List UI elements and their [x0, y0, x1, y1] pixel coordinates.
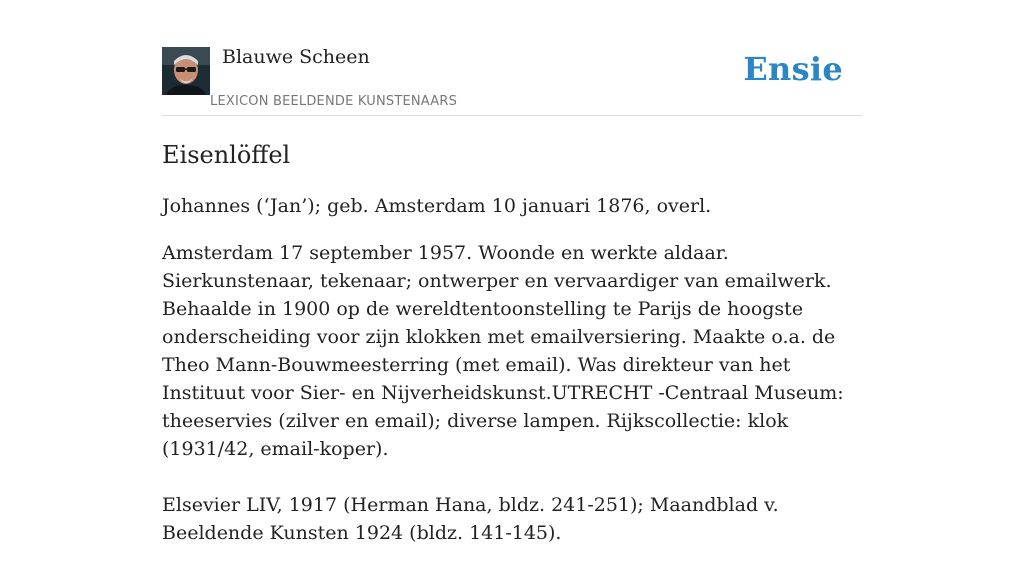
article-paragraph: Amsterdam 17 september 1957. Woonde en werkte aldaar. Sierkunstenaar, tekenaar; ontwerper en vervaardiger van emailwerk. Behaalde in 1900 op de wereldtentoonstelling te Parijs de hoogste onderscheiding voor zijn klokken met emailversiering. Maakte o.a. de Theo Mann-Bouwmeesterring (met email). Was direkteur van het Instituut voor Sier- en Nijverheidskunst.UTRECHT -Centraal Museum: theeservies (zilver en email); diverse lampen. Rijkscollectie: klok (1931/42, email-koper). [162, 242, 844, 460]
article-body [162, 239, 862, 575]
author-name[interactable]: Blauwe Scheen [222, 46, 370, 68]
avatar-image [162, 47, 210, 95]
publication-label[interactable]: LEXICON BEELDENDE KUNSTENAARS [210, 94, 458, 109]
article-title: Eisenlöffel [162, 141, 291, 169]
page-container [162, 0, 862, 544]
site-logo[interactable]: Ensie [743, 50, 843, 88]
article-lede: Johannes (‘Jan’); geb. Amsterdam 10 januari 1876, overl. [162, 195, 712, 217]
avatar[interactable] [162, 47, 210, 95]
header [162, 0, 862, 116]
article-references: Elsevier LIV, 1917 (Herman Hana, bldz. 241-251); Maandblad v. Beeldende Kunsten 1924 (bldz. 141-145). [162, 494, 779, 544]
